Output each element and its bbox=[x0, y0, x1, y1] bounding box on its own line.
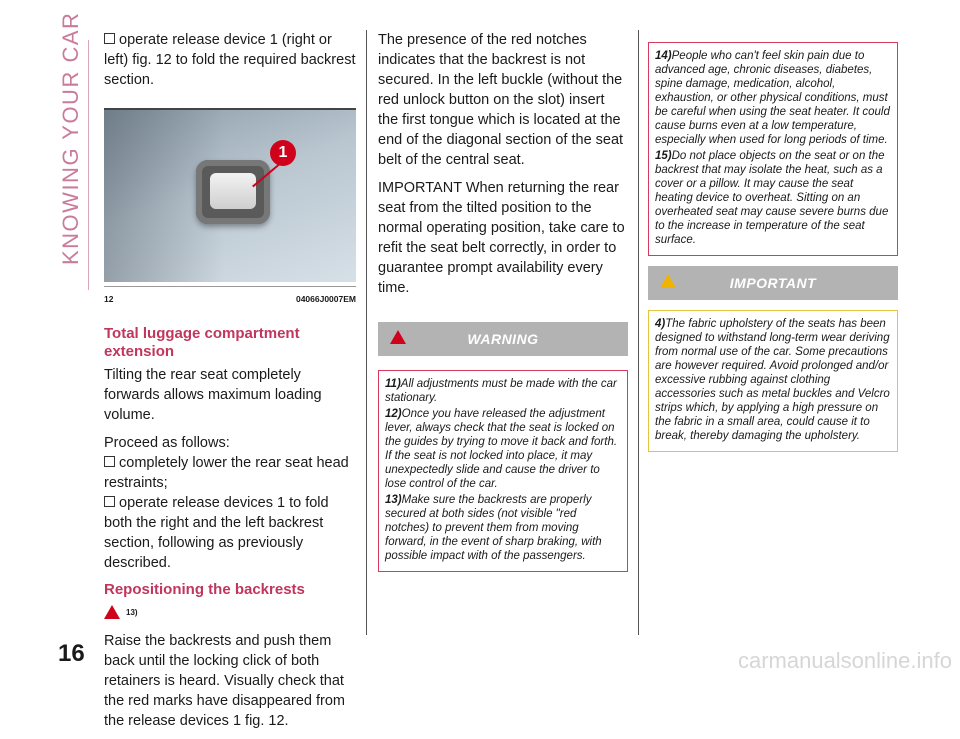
note-text: Do not place objects on the seat or on the backrest that may isolate the heat, such as a cover or a pillow. It may cause the seat heating device to overheat. Sitting on an overheated seat may cause severe burns due to the increase in temperature of the seat surface. bbox=[655, 150, 889, 246]
note-number: 4) bbox=[655, 318, 666, 330]
figure-caption bbox=[104, 286, 356, 309]
figure-release-device bbox=[104, 108, 356, 282]
warning-notes-box bbox=[378, 370, 628, 572]
note-text: The fabric upholstery of the seats has been designed to withstand long-term wear deriving from normal use of the car. Some precautions are however required. Avoid prolonged and/or excessive rubbing against clothing accessories such as metal buckles and Velcro strips which, by applying a high pressure on the fabric in a small area, could cause it to break, thereby damaging the upholstery. bbox=[655, 318, 890, 442]
warning-title: WARNING bbox=[467, 331, 539, 347]
important-banner bbox=[648, 266, 898, 300]
warning-reference bbox=[104, 603, 356, 623]
note-number: 15) bbox=[655, 150, 672, 162]
important-title: IMPORTANT bbox=[729, 275, 817, 291]
note-number: 12) bbox=[385, 408, 402, 420]
reference-number: 13) bbox=[126, 608, 138, 617]
column-2 bbox=[378, 30, 628, 572]
column-divider bbox=[366, 30, 367, 635]
note-text: Make sure the backrests are properly secured at both sides (not visible "red notches) to prevent them from moving forward, in the event of sharp braking, with possible impact with of the passengers. bbox=[385, 494, 602, 562]
step-text: completely lower the rear seat head restraints; bbox=[104, 455, 349, 491]
paragraph: Tilting the rear seat completely forwards allows maximum loading volume. bbox=[104, 367, 322, 423]
note-text: Once you have released the adjustment lever, always check that the seat is locked on the guides by trying to move it back and forth. If the seat is not locked into place, it may unexpectedly slide and cause the driver to lose control of the car. bbox=[385, 408, 618, 490]
note-item bbox=[655, 149, 893, 247]
note-text: All adjustments must be made with the car stationary. bbox=[385, 378, 617, 404]
heading-repositioning: Repositioning the backrests bbox=[104, 581, 305, 598]
note-number: 11) bbox=[385, 378, 401, 390]
checkbox-bullet-icon bbox=[104, 496, 115, 507]
warning-triangle-icon bbox=[390, 330, 406, 344]
note-item bbox=[655, 317, 893, 443]
step-item bbox=[104, 453, 356, 493]
note-item bbox=[655, 49, 893, 147]
step-text: operate release device 1 (right or left) fig. 12 to fold the required backrest section. bbox=[104, 32, 356, 88]
caution-triangle-icon bbox=[660, 274, 676, 288]
step-item bbox=[104, 493, 356, 573]
heading-luggage-extension: Total luggage compartment extension bbox=[104, 325, 300, 360]
column-3 bbox=[648, 30, 898, 452]
note-number: 13) bbox=[385, 494, 402, 506]
paragraph: IMPORTANT When returning the rear seat from the tilted position to the normal operating position, take care to refit the seat belt correctly, in order to guarantee prompt availability every time. bbox=[378, 180, 625, 296]
step-item bbox=[104, 30, 356, 90]
section-side-tab bbox=[50, 11, 90, 265]
note-number: 14) bbox=[655, 50, 672, 62]
warning-banner bbox=[378, 322, 628, 356]
side-tab-rule bbox=[88, 40, 89, 290]
figure-number: 12 bbox=[104, 294, 114, 304]
note-item bbox=[385, 493, 623, 563]
watermark-url: carmanualsonline.info bbox=[737, 648, 952, 673]
warning-triangle-icon bbox=[104, 605, 120, 619]
warning-notes-box bbox=[648, 42, 898, 256]
note-text: People who can't feel skin pain due to advanced age, chronic diseases, diabetes, spine damage, medication, alcohol, exhaustion, or other physical conditions, must be careful when using the seat heater. It could cause burns even at a low temperature, especially when used for long periods of time. bbox=[655, 50, 890, 146]
important-notes-box bbox=[648, 310, 898, 452]
column-divider bbox=[638, 30, 639, 635]
page-number: 16 bbox=[58, 640, 85, 667]
paragraph: Raise the backrests and push them back until the locking click of both retainers is heard. Visually check that the red marks have disappeared from the release devices 1 fig. 12. bbox=[104, 633, 345, 729]
release-device-button bbox=[210, 173, 256, 209]
paragraph: The presence of the red notches indicates that the backrest is not secured. In the left buckle (without the red unlock button on the slot) insert the first tongue which is located at the end of the diagonal section of the seat belt of the central seat. bbox=[378, 32, 624, 168]
paragraph: Proceed as follows: bbox=[104, 435, 230, 451]
column-1 bbox=[104, 30, 356, 739]
callout-marker: 1 bbox=[270, 140, 296, 166]
checkbox-bullet-icon bbox=[104, 456, 115, 467]
figure-code: 04066J0007EM bbox=[295, 294, 356, 304]
note-item bbox=[385, 377, 623, 405]
note-item bbox=[385, 407, 623, 491]
step-text: operate release devices 1 to fold both the right and the left backrest section, following as previously described. bbox=[104, 495, 329, 571]
checkbox-bullet-icon bbox=[104, 33, 115, 44]
section-title: KNOWING YOUR CAR bbox=[58, 11, 83, 265]
